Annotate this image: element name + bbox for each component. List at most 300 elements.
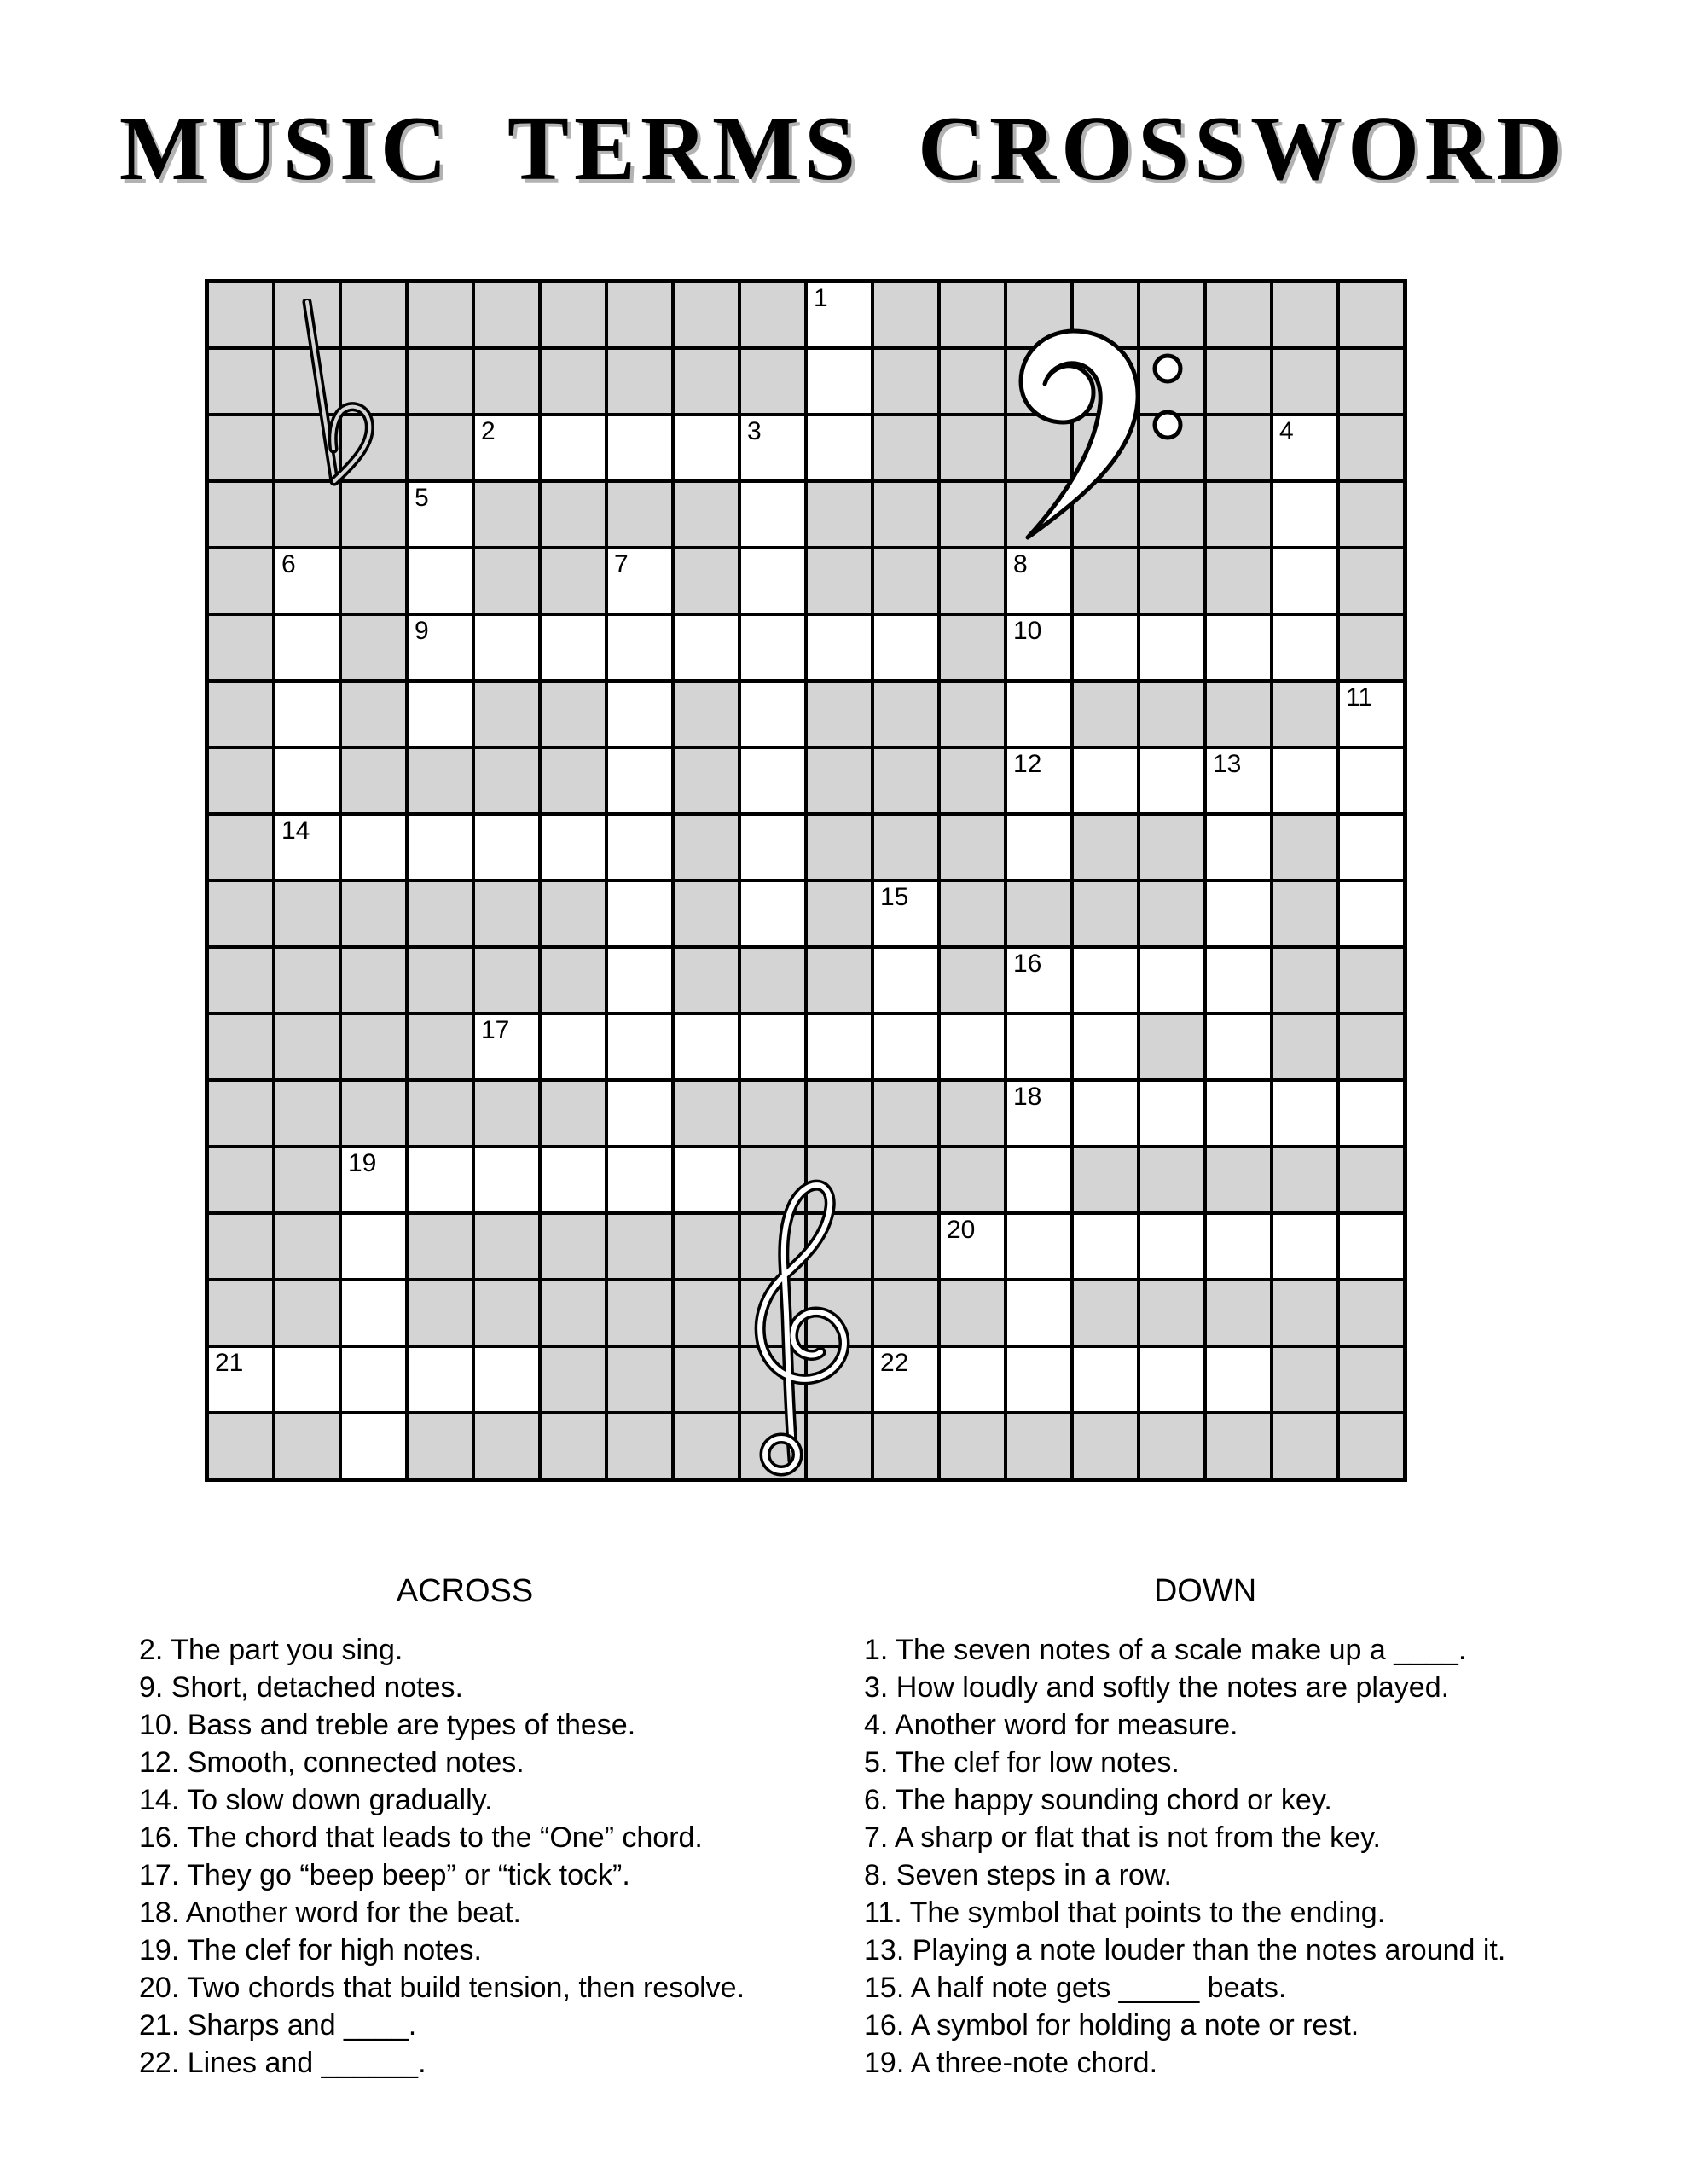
cell-r8-c1[interactable] [274,814,340,880]
page-title: MUSIC TERMS CROSSWORD [119,98,1568,200]
cell-r13-c15 [1205,1147,1272,1213]
cell-r11-c9[interactable] [806,1014,872,1080]
cell-r8-c5[interactable] [540,814,606,880]
cell-r11-c7[interactable] [673,1014,739,1080]
clue-number-21: 21 [215,1349,244,1377]
cell-r17-c0 [207,1413,274,1479]
cell-r12-c2 [340,1080,407,1147]
cell-r16-c6 [606,1346,673,1413]
cell-r14-c12[interactable] [1006,1213,1072,1280]
cell-r16-c8 [739,1346,806,1413]
cell-r17-c12 [1006,1413,1072,1479]
cell-r5-c14[interactable] [1139,614,1205,681]
cell-r1-c9[interactable] [806,348,872,415]
cell-r14-c9 [806,1213,872,1280]
cell-r2-c13 [1072,415,1139,481]
cell-r0-c7 [673,282,739,348]
cell-r16-c11[interactable] [939,1346,1006,1413]
cell-r13-c3[interactable] [407,1147,473,1213]
cell-r2-c15 [1205,415,1272,481]
cell-r14-c5 [540,1213,606,1280]
cell-r8-c2[interactable] [340,814,407,880]
cell-r11-c12[interactable] [1006,1014,1072,1080]
clue-down-4: 4. Another word for measure. [864,1709,1238,1741]
cell-r5-c10[interactable] [872,614,939,681]
cell-r16-c0[interactable] [207,1346,274,1413]
clue-number-8: 8 [1013,550,1028,578]
cell-r6-c16 [1272,681,1338,747]
cell-r1-c14 [1139,348,1205,415]
cell-r16-c12[interactable] [1006,1346,1072,1413]
cell-r2-c9[interactable] [806,415,872,481]
cell-r2-c7[interactable] [673,415,739,481]
cell-r6-c13 [1072,681,1139,747]
cell-r9-c9 [806,880,872,947]
cell-r13-c11 [939,1147,1006,1213]
cell-r11-c16 [1272,1014,1338,1080]
cell-r7-c3 [407,747,473,814]
cell-r15-c11 [939,1280,1006,1346]
cell-r6-c5 [540,681,606,747]
cell-r16-c15[interactable] [1205,1346,1272,1413]
cell-r0-c3 [407,282,473,348]
cell-r3-c4 [473,481,540,548]
cell-r0-c15 [1205,282,1272,348]
cell-r5-c5[interactable] [540,614,606,681]
cell-r10-c2 [340,947,407,1014]
cell-r12-c10 [872,1080,939,1147]
cell-r5-c16[interactable] [1272,614,1338,681]
cell-r9-c4 [473,880,540,947]
cell-r5-c4[interactable] [473,614,540,681]
cell-r2-c14 [1139,415,1205,481]
cell-r0-c11 [939,282,1006,348]
cell-r14-c2[interactable] [340,1213,407,1280]
cell-r8-c16 [1272,814,1338,880]
cell-r9-c14 [1139,880,1205,947]
cell-r11-c10[interactable] [872,1014,939,1080]
cell-r16-c2[interactable] [340,1346,407,1413]
cell-r4-c9 [806,548,872,614]
cell-r5-c7[interactable] [673,614,739,681]
cell-r15-c4 [473,1280,540,1346]
cell-r16-c1[interactable] [274,1346,340,1413]
cell-r14-c4 [473,1213,540,1280]
cell-r0-c1 [274,282,340,348]
cell-r15-c7 [673,1280,739,1346]
cell-r16-c4[interactable] [473,1346,540,1413]
clue-across-10: 10. Bass and treble are types of these. [139,1709,636,1741]
cell-r3-c3[interactable] [407,481,473,548]
cell-r15-c13 [1072,1280,1139,1346]
cell-r15-c8 [739,1280,806,1346]
cell-r6-c17[interactable] [1338,681,1405,747]
cell-r11-c13[interactable] [1072,1014,1139,1080]
clue-across-17: 17. They go “beep beep” or “tick tock”. [139,1859,630,1891]
cell-r2-c10 [872,415,939,481]
cell-r2-c16[interactable] [1272,415,1338,481]
cell-r17-c4 [473,1413,540,1479]
cell-r0-c12 [1006,282,1072,348]
cell-r0-c8 [739,282,806,348]
cell-r11-c2 [340,1014,407,1080]
cell-r10-c15[interactable] [1205,947,1272,1014]
clue-number-19: 19 [348,1149,377,1177]
cell-r3-c6 [606,481,673,548]
cell-r8-c17[interactable] [1338,814,1405,880]
cell-r5-c0 [207,614,274,681]
clue-number-16: 16 [1013,950,1042,978]
cell-r8-c7 [673,814,739,880]
cell-r4-c12[interactable] [1006,548,1072,614]
cell-r4-c14 [1139,548,1205,614]
cell-r4-c8[interactable] [739,548,806,614]
cell-r3-c9 [806,481,872,548]
cell-r3-c16[interactable] [1272,481,1338,548]
cell-r13-c5[interactable] [540,1147,606,1213]
cell-r2-c3 [407,415,473,481]
cell-r13-c7[interactable] [673,1147,739,1213]
cell-r2-c8[interactable] [739,415,806,481]
cell-r5-c3[interactable] [407,614,473,681]
cell-r10-c4 [473,947,540,1014]
cell-r17-c5 [540,1413,606,1479]
clue-across-19: 19. The clef for high notes. [139,1934,482,1966]
clue-number-2: 2 [481,417,496,445]
cell-r3-c15 [1205,481,1272,548]
cell-r8-c4[interactable] [473,814,540,880]
cell-r12-c15[interactable] [1205,1080,1272,1147]
cell-r17-c13 [1072,1413,1139,1479]
cell-r13-c17 [1338,1147,1405,1213]
cell-r17-c7 [673,1413,739,1479]
cell-r0-c2 [340,282,407,348]
cell-r12-c3 [407,1080,473,1147]
cell-r14-c17[interactable] [1338,1213,1405,1280]
cell-r12-c12[interactable] [1006,1080,1072,1147]
cell-r11-c15[interactable] [1205,1014,1272,1080]
clue-down-15: 15. A half note gets _____ beats. [864,1972,1287,2004]
clue-number-20: 20 [947,1216,976,1244]
cell-r3-c7 [673,481,739,548]
cell-r8-c9 [806,814,872,880]
cell-r7-c4 [473,747,540,814]
cell-r11-c8[interactable] [739,1014,806,1080]
cell-r6-c1[interactable] [274,681,340,747]
cell-r5-c6[interactable] [606,614,673,681]
cell-r8-c15[interactable] [1205,814,1272,880]
cell-r1-c16 [1272,348,1338,415]
cell-r2-c17 [1338,415,1405,481]
cell-r17-c9 [806,1413,872,1479]
cell-r7-c17[interactable] [1338,747,1405,814]
cell-r4-c1[interactable] [274,548,340,614]
clue-down-13: 13. Playing a note louder than the notes around it. [864,1934,1506,1966]
cell-r1-c5 [540,348,606,415]
cell-r5-c12[interactable] [1006,614,1072,681]
cell-r8-c10 [872,814,939,880]
cell-r10-c16 [1272,947,1338,1014]
cell-r15-c3 [407,1280,473,1346]
cell-r15-c10 [872,1280,939,1346]
clue-across-20: 20. Two chords that build tension, then resolve. [139,1972,745,2004]
cell-r9-c16 [1272,880,1338,947]
cell-r1-c1 [274,348,340,415]
cell-r14-c16[interactable] [1272,1213,1338,1280]
clue-number-17: 17 [481,1016,510,1044]
cell-r6-c10 [872,681,939,747]
cell-r13-c12[interactable] [1006,1147,1072,1213]
cell-r14-c8 [739,1213,806,1280]
cell-r9-c10[interactable] [872,880,939,947]
cell-r8-c0 [207,814,274,880]
cell-r2-c4[interactable] [473,415,540,481]
cell-r8-c8[interactable] [739,814,806,880]
cell-r2-c2 [340,415,407,481]
cell-r15-c2[interactable] [340,1280,407,1346]
cell-r11-c14 [1139,1014,1205,1080]
cell-r16-c3[interactable] [407,1346,473,1413]
cell-r12-c8 [739,1080,806,1147]
cell-r11-c11[interactable] [939,1014,1006,1080]
cell-r12-c11 [939,1080,1006,1147]
clue-number-12: 12 [1013,750,1042,778]
cell-r11-c0 [207,1014,274,1080]
cell-r13-c4[interactable] [473,1147,540,1213]
clue-number-11: 11 [1346,683,1373,712]
cell-r7-c10 [872,747,939,814]
cell-r0-c10 [872,282,939,348]
cell-r17-c3 [407,1413,473,1479]
cell-r10-c9 [806,947,872,1014]
clue-across-12: 12. Smooth, connected notes. [139,1746,525,1779]
cell-r7-c11 [939,747,1006,814]
cell-r8-c12[interactable] [1006,814,1072,880]
cell-r2-c6[interactable] [606,415,673,481]
cell-r9-c1 [274,880,340,947]
cell-r4-c7 [673,548,739,614]
cell-r9-c12 [1006,880,1072,947]
cell-r14-c10 [872,1213,939,1280]
cell-r3-c8[interactable] [739,481,806,548]
cell-r10-c10[interactable] [872,947,939,1014]
cell-r7-c0 [207,747,274,814]
cell-r3-c0 [207,481,274,548]
cell-r6-c8[interactable] [739,681,806,747]
cell-r8-c14 [1139,814,1205,880]
cell-r8-c11 [939,814,1006,880]
cell-r12-c7 [673,1080,739,1147]
clue-number-5: 5 [415,484,429,512]
cell-r16-c13[interactable] [1072,1346,1139,1413]
cell-r7-c15[interactable] [1205,747,1272,814]
clue-number-14: 14 [281,816,310,845]
cell-r1-c6 [606,348,673,415]
cell-r4-c17 [1338,548,1405,614]
cell-r0-c4 [473,282,540,348]
cell-r14-c15[interactable] [1205,1213,1272,1280]
cell-r9-c8[interactable] [739,880,806,947]
clue-across-2: 2. The part you sing. [139,1634,403,1666]
cell-r7-c1[interactable] [274,747,340,814]
cell-r4-c6[interactable] [606,548,673,614]
cell-r5-c15[interactable] [1205,614,1272,681]
clue-down-16: 16. A symbol for holding a note or rest. [864,2009,1359,2042]
cell-r2-c1 [274,415,340,481]
cell-r15-c0 [207,1280,274,1346]
cell-r12-c17[interactable] [1338,1080,1405,1147]
cell-r16-c10[interactable] [872,1346,939,1413]
cell-r13-c9 [806,1147,872,1213]
cell-r10-c11 [939,947,1006,1014]
cell-r8-c6[interactable] [606,814,673,880]
cell-r1-c2 [340,348,407,415]
cell-r12-c4 [473,1080,540,1147]
cell-r0-c5 [540,282,606,348]
cell-r1-c11 [939,348,1006,415]
cell-r14-c1 [274,1213,340,1280]
cell-r9-c17[interactable] [1338,880,1405,947]
cell-r13-c2[interactable] [340,1147,407,1213]
clue-down-19: 19. A three-note chord. [864,2047,1158,2079]
cell-r14-c11[interactable] [939,1213,1006,1280]
cell-r6-c2 [340,681,407,747]
cell-r7-c13[interactable] [1072,747,1139,814]
cell-r9-c13 [1072,880,1139,947]
clue-number-13: 13 [1213,750,1242,778]
cell-r15-c1 [274,1280,340,1346]
clue-number-6: 6 [281,550,296,578]
cell-r11-c5[interactable] [540,1014,606,1080]
cell-r14-c13[interactable] [1072,1213,1139,1280]
cell-r5-c9[interactable] [806,614,872,681]
cell-r12-c13[interactable] [1072,1080,1139,1147]
cell-r13-c6[interactable] [606,1147,673,1213]
cell-r2-c12 [1006,415,1072,481]
cell-r12-c1 [274,1080,340,1147]
cell-r9-c6[interactable] [606,880,673,947]
cell-r3-c14 [1139,481,1205,548]
cell-r9-c11 [939,880,1006,947]
cell-r7-c12[interactable] [1006,747,1072,814]
cell-r12-c16[interactable] [1272,1080,1338,1147]
cell-r7-c2 [340,747,407,814]
cell-r17-c10 [872,1413,939,1479]
cell-r5-c8[interactable] [739,614,806,681]
cell-r3-c17 [1338,481,1405,548]
cell-r1-c4 [473,348,540,415]
cell-r10-c5 [540,947,606,1014]
cell-r10-c3 [407,947,473,1014]
cell-r2-c5[interactable] [540,415,606,481]
cell-r4-c5 [540,548,606,614]
cell-r13-c16 [1272,1147,1338,1213]
across-clue-list [139,1631,745,2082]
cell-r15-c12[interactable] [1006,1280,1072,1346]
cell-r13-c13 [1072,1147,1139,1213]
clue-number-3: 3 [747,417,762,445]
cell-r0-c6 [606,282,673,348]
down-header: DOWN [1153,1573,1257,1609]
cell-r13-c10 [872,1147,939,1213]
cell-r7-c14[interactable] [1139,747,1205,814]
cell-r10-c1 [274,947,340,1014]
cell-r9-c15[interactable] [1205,880,1272,947]
cell-r10-c12[interactable] [1006,947,1072,1014]
cell-r0-c9[interactable] [806,282,872,348]
cell-r1-c13 [1072,348,1139,415]
clue-number-18: 18 [1013,1083,1042,1111]
cell-r3-c10 [872,481,939,548]
clue-across-14: 14. To slow down gradually. [139,1784,493,1816]
cell-r4-c13 [1072,548,1139,614]
clue-number-1: 1 [814,284,828,312]
cell-r12-c9 [806,1080,872,1147]
cell-r6-c7 [673,681,739,747]
cell-r3-c13 [1072,481,1139,548]
cell-r6-c14 [1139,681,1205,747]
cell-r4-c3[interactable] [407,548,473,614]
cell-r15-c9 [806,1280,872,1346]
cell-r10-c6[interactable] [606,947,673,1014]
cell-r5-c1[interactable] [274,614,340,681]
cell-r6-c12[interactable] [1006,681,1072,747]
cell-r10-c7 [673,947,739,1014]
cell-r17-c2[interactable] [340,1413,407,1479]
cell-r7-c16[interactable] [1272,747,1338,814]
cell-r1-c17 [1338,348,1405,415]
cell-r10-c14[interactable] [1139,947,1205,1014]
cell-r17-c1 [274,1413,340,1479]
cell-r5-c11 [939,614,1006,681]
cell-r5-c13[interactable] [1072,614,1139,681]
cell-r6-c6[interactable] [606,681,673,747]
crossword-grid [205,279,1407,1482]
cell-r10-c13[interactable] [1072,947,1139,1014]
cell-r3-c11 [939,481,1006,548]
cell-r11-c3 [407,1014,473,1080]
cell-r10-c8 [739,947,806,1014]
cell-r6-c3[interactable] [407,681,473,747]
cell-r7-c5 [540,747,606,814]
cell-r11-c17 [1338,1014,1405,1080]
cell-r10-c17 [1338,947,1405,1014]
cell-r16-c14[interactable] [1139,1346,1205,1413]
cell-r1-c12 [1006,348,1072,415]
cell-r17-c8 [739,1413,806,1479]
cell-r1-c15 [1205,348,1272,415]
cell-r4-c16[interactable] [1272,548,1338,614]
cell-r12-c6[interactable] [606,1080,673,1147]
clue-number-22: 22 [880,1349,909,1377]
cell-r7-c6[interactable] [606,747,673,814]
cell-r3-c2 [340,481,407,548]
cell-r14-c14[interactable] [1139,1213,1205,1280]
cell-r8-c3[interactable] [407,814,473,880]
cell-r14-c6 [606,1213,673,1280]
cell-r0-c16 [1272,282,1338,348]
cell-r11-c4[interactable] [473,1014,540,1080]
cell-r15-c14 [1139,1280,1205,1346]
cell-r7-c8[interactable] [739,747,806,814]
cell-r4-c10 [872,548,939,614]
cell-r2-c0 [207,415,274,481]
down-clue-list [864,1631,1505,2082]
cell-r11-c6[interactable] [606,1014,673,1080]
cell-r3-c12 [1006,481,1072,548]
cell-r12-c14[interactable] [1139,1080,1205,1147]
clue-number-7: 7 [614,550,629,578]
